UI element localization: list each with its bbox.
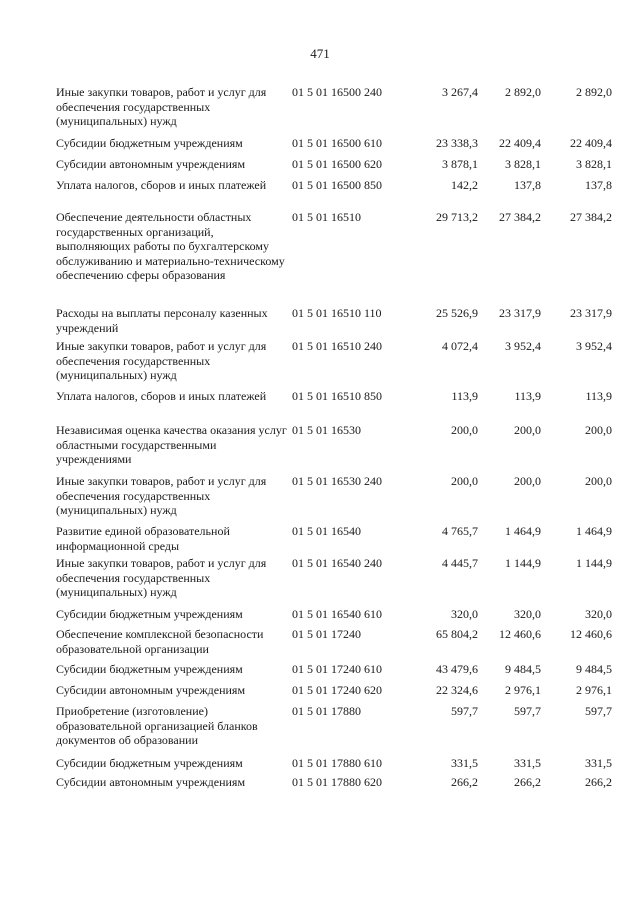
row-value-2: 3 828,1 [505, 157, 541, 171]
table-row [0, 85, 640, 136]
table-row [0, 556, 640, 607]
table-row [0, 210, 640, 306]
row-name: Развитие единой образовательной информационной среды [56, 524, 230, 553]
row-code: 01 5 01 16540 240 [292, 556, 382, 570]
row-value-3: 200,0 [585, 423, 612, 437]
row-value-2: 27 384,2 [499, 210, 541, 224]
row-code: 01 5 01 17240 [292, 627, 361, 641]
row-code: 01 5 01 17880 610 [292, 756, 382, 770]
row-code: 01 5 01 16500 240 [292, 85, 382, 99]
row-name: Иные закупки товаров, работ и услуг для обеспечения государственных (муниципальных) нужд [56, 339, 267, 382]
row-code: 01 5 01 16530 240 [292, 474, 382, 488]
row-name: Уплата налогов, сборов и иных платежей [56, 178, 267, 192]
row-code: 01 5 01 16500 850 [292, 178, 382, 192]
row-value-3: 27 384,2 [570, 210, 612, 224]
row-value-2: 597,7 [514, 704, 541, 718]
table-row [0, 607, 640, 627]
row-code: 01 5 01 16540 [292, 524, 361, 538]
table-row [0, 704, 640, 756]
row-code: 01 5 01 16510 [292, 210, 361, 224]
row-code: 01 5 01 16510 240 [292, 339, 382, 353]
row-value-2: 331,5 [514, 756, 541, 770]
row-value-2: 9 484,5 [505, 662, 541, 676]
row-code: 01 5 01 17880 620 [292, 775, 382, 789]
row-value-1: 43 479,6 [436, 662, 478, 676]
row-name: Субсидии бюджетным учреждениям [56, 662, 243, 676]
row-name: Иные закупки товаров, работ и услуг для обеспечения государственных (муниципальных) нужд [56, 556, 267, 599]
row-value-3: 1 144,9 [576, 556, 612, 570]
page-number: 471 [310, 46, 330, 61]
row-code: 01 5 01 17240 620 [292, 683, 382, 697]
row-code: 01 5 01 16540 610 [292, 607, 382, 621]
row-value-3: 320,0 [585, 607, 612, 621]
row-value-1: 4 072,4 [442, 339, 478, 353]
row-value-3: 137,8 [585, 178, 612, 192]
row-value-2: 137,8 [514, 178, 541, 192]
row-value-3: 2 976,1 [576, 683, 612, 697]
row-value-3: 1 464,9 [576, 524, 612, 538]
row-value-3: 12 460,6 [570, 627, 612, 641]
table-row [0, 775, 640, 795]
row-name: Субсидии автономным учреждениям [56, 683, 246, 697]
table-row [0, 136, 640, 157]
row-name: Субсидии автономным учреждениям [56, 157, 246, 171]
row-name: Расходы на выплаты персоналу казенных учреждений [56, 306, 268, 335]
row-value-3: 3 952,4 [576, 339, 612, 353]
row-value-1: 22 324,6 [436, 683, 478, 697]
row-value-1: 3 878,1 [442, 157, 478, 171]
row-name: Уплата налогов, сборов и иных платежей [56, 389, 267, 403]
row-code: 01 5 01 16530 [292, 423, 361, 437]
row-name: Приобретение (изготовление) образовательной организацией бланков документов об образовании [56, 704, 258, 747]
table-row [0, 474, 640, 524]
row-code: 01 5 01 16500 610 [292, 136, 382, 150]
table-row [0, 389, 640, 423]
table-row [0, 627, 640, 662]
row-value-3: 266,2 [585, 775, 612, 789]
row-code: 01 5 01 17240 610 [292, 662, 382, 676]
row-value-1: 331,5 [451, 756, 478, 770]
row-name: Субсидии автономным учреждениям [56, 775, 246, 789]
row-value-2: 200,0 [514, 423, 541, 437]
row-value-3: 331,5 [585, 756, 612, 770]
row-value-2: 266,2 [514, 775, 541, 789]
row-value-3: 23 317,9 [570, 306, 612, 320]
table-row [0, 524, 640, 556]
table-row [0, 423, 640, 474]
row-value-1: 597,7 [451, 704, 478, 718]
row-value-1: 3 267,4 [442, 85, 478, 99]
row-code: 01 5 01 16510 850 [292, 389, 382, 403]
row-value-3: 2 892,0 [576, 85, 612, 99]
row-name: Субсидии бюджетным учреждениям [56, 607, 243, 621]
row-value-3: 9 484,5 [576, 662, 612, 676]
row-name: Субсидии бюджетным учреждениям [56, 756, 243, 770]
row-value-3: 3 828,1 [576, 157, 612, 171]
row-code: 01 5 01 16510 110 [292, 306, 382, 320]
row-value-2: 320,0 [514, 607, 541, 621]
table-row [0, 306, 640, 339]
row-value-1: 25 526,9 [436, 306, 478, 320]
table-row [0, 178, 640, 210]
row-value-1: 200,0 [451, 423, 478, 437]
row-name: Независимая оценка качества оказания услуг областными государственными учреждениями [56, 423, 287, 466]
row-value-1: 23 338,3 [436, 136, 478, 150]
row-value-2: 12 460,6 [499, 627, 541, 641]
row-value-1: 4 765,7 [442, 524, 478, 538]
row-value-2: 22 409,4 [499, 136, 541, 150]
row-value-2: 200,0 [514, 474, 541, 488]
budget-table [0, 85, 640, 795]
row-value-3: 113,9 [585, 389, 612, 403]
row-value-1: 4 445,7 [442, 556, 478, 570]
table-row [0, 339, 640, 389]
row-value-1: 29 713,2 [436, 210, 478, 224]
row-value-1: 320,0 [451, 607, 478, 621]
row-name: Субсидии бюджетным учреждениям [56, 136, 243, 150]
row-code: 01 5 01 16500 620 [292, 157, 382, 171]
row-value-2: 1 144,9 [505, 556, 541, 570]
row-name: Обеспечение деятельности областных государственных организаций, выполняющих работы по бухгалтерскому обслуживанию и материально-техническому обеспечению сферы образования [56, 210, 285, 282]
row-value-3: 200,0 [585, 474, 612, 488]
row-value-1: 142,2 [451, 178, 478, 192]
row-value-1: 200,0 [451, 474, 478, 488]
table-row [0, 683, 640, 704]
row-value-3: 597,7 [585, 704, 612, 718]
row-value-2: 1 464,9 [505, 524, 541, 538]
row-code: 01 5 01 17880 [292, 704, 361, 718]
row-name: Иные закупки товаров, работ и услуг для обеспечения государственных (муниципальных) нужд [56, 474, 267, 517]
row-value-2: 2 892,0 [505, 85, 541, 99]
table-row [0, 662, 640, 683]
table-row [0, 756, 640, 775]
row-value-2: 113,9 [514, 389, 541, 403]
row-value-2: 2 976,1 [505, 683, 541, 697]
row-value-2: 23 317,9 [499, 306, 541, 320]
row-name: Иные закупки товаров, работ и услуг для обеспечения государственных (муниципальных) нужд [56, 85, 267, 128]
table-row [0, 157, 640, 178]
row-value-1: 113,9 [451, 389, 478, 403]
row-value-1: 65 804,2 [436, 627, 478, 641]
row-value-3: 22 409,4 [570, 136, 612, 150]
row-value-2: 3 952,4 [505, 339, 541, 353]
row-value-1: 266,2 [451, 775, 478, 789]
row-name: Обеспечение комплексной безопасности образовательной организации [56, 627, 264, 656]
